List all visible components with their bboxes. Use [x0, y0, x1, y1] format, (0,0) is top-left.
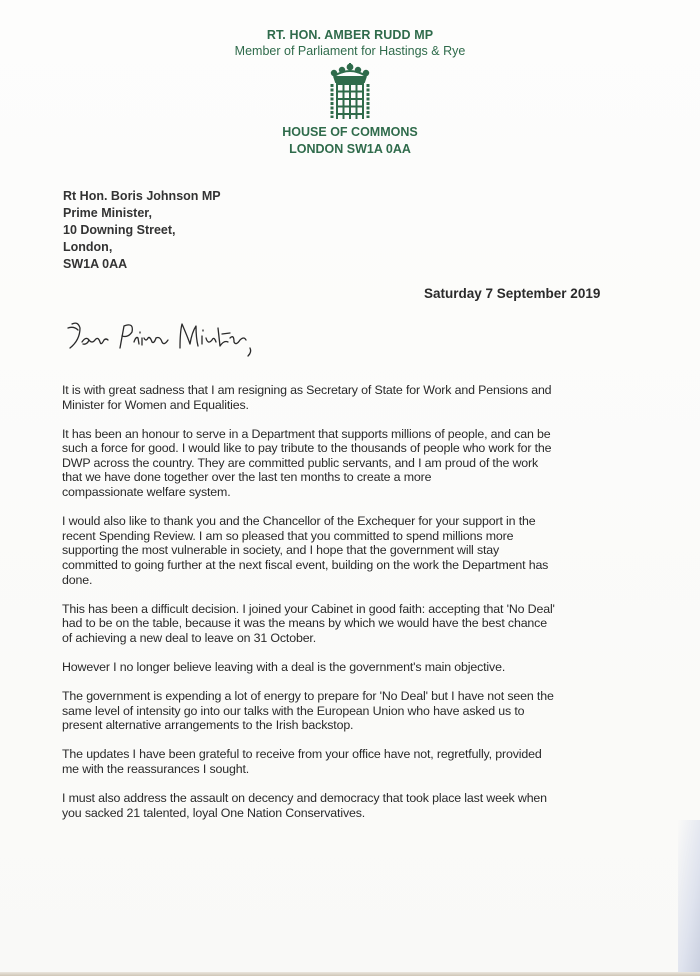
text-line: such a force for good. I would like to pay tribute to the thousands of people who work for the — [62, 441, 552, 456]
text-line: It has been an honour to serve in a Department that supports millions of people, and can be — [62, 426, 551, 441]
recipient-address — [63, 188, 221, 273]
text-line: that we have done together over the last ten months to create a more — [62, 470, 432, 485]
letter-body — [62, 383, 652, 835]
sender-constituency: Member of Parliament for Hastings & Rye — [234, 44, 466, 58]
text-line: committed to going further at the next fiscal event, building on the work the Department has — [62, 557, 549, 572]
letterhead — [0, 27, 700, 158]
paragraph — [62, 427, 652, 500]
paragraph — [62, 660, 652, 675]
text-line: Minister for Women and Equalities. — [62, 397, 249, 412]
handwritten-salutation — [62, 318, 282, 358]
house-of-commons-label: HOUSE OF COMMONS — [282, 125, 418, 139]
text-line: same level of intensity go into our talks with the European Union who have asked us to — [62, 703, 525, 718]
text-line: However I no longer believe leaving with a deal is the government's main objective. — [62, 659, 506, 674]
text-line: compassionate welfare system. — [62, 485, 231, 500]
paragraph — [62, 383, 652, 412]
text-line: present alternative arrangements to the Irish backstop. — [62, 718, 354, 733]
text-line: DWP across the country. They are committed public servants, and I am proud of the work — [62, 455, 539, 470]
sender-name: RT. HON. AMBER RUDD MP — [266, 28, 434, 42]
text-line: done. — [62, 572, 93, 587]
recipient-line: 10 Downing Street, — [63, 223, 176, 237]
portcullis-icon — [328, 62, 372, 122]
paragraph — [62, 602, 652, 646]
recipient-line: London, — [63, 240, 113, 254]
paragraph — [62, 689, 652, 733]
text-line: you sacked 21 talented, loyal One Nation Conservatives. — [62, 805, 366, 820]
recipient-line: Prime Minister, — [63, 206, 152, 220]
text-line: The updates I have been grateful to receive from your office have not, regretfully, provided — [62, 747, 542, 762]
text-line: It is with great sadness that I am resigning as Secretary of State for Work and Pensions and — [62, 383, 552, 397]
sender-address: LONDON SW1A 0AA — [289, 142, 411, 156]
page-curl-shadow — [678, 820, 700, 976]
text-line: I would also like to thank you and the Chancellor of the Exchequer for your support in the — [62, 514, 536, 529]
text-line: of achieving a new deal to leave on 31 October. — [62, 630, 317, 645]
text-line: me with the reassurances I sought. — [62, 761, 250, 776]
text-line: I must also address the assault on decency and democracy that took place last week when — [62, 790, 547, 805]
recipient-line: Rt Hon. Boris Johnson MP — [63, 189, 221, 203]
recipient-line: SW1A 0AA — [63, 257, 128, 271]
text-line: recent Spending Review. I am so pleased that you committed to spend millions more — [62, 528, 514, 543]
letter-date: Saturday 7 September 2019 — [424, 286, 601, 301]
page-bottom-edge — [0, 972, 700, 976]
text-line: This has been a difficult decision. I joined your Cabinet in good faith: accepting that 'No Deal' — [62, 601, 555, 616]
paragraph — [62, 747, 652, 776]
text-line: supporting the most vulnerable in society, and I hope that the government will stay — [62, 543, 500, 558]
text-line: had to be on the table, because it was the means by which we would have the best chance — [62, 616, 547, 631]
paragraph — [62, 791, 652, 820]
text-line: The government is expending a lot of energy to prepare for 'No Deal' but I have not seen the — [62, 689, 554, 703]
paragraph — [62, 514, 652, 587]
